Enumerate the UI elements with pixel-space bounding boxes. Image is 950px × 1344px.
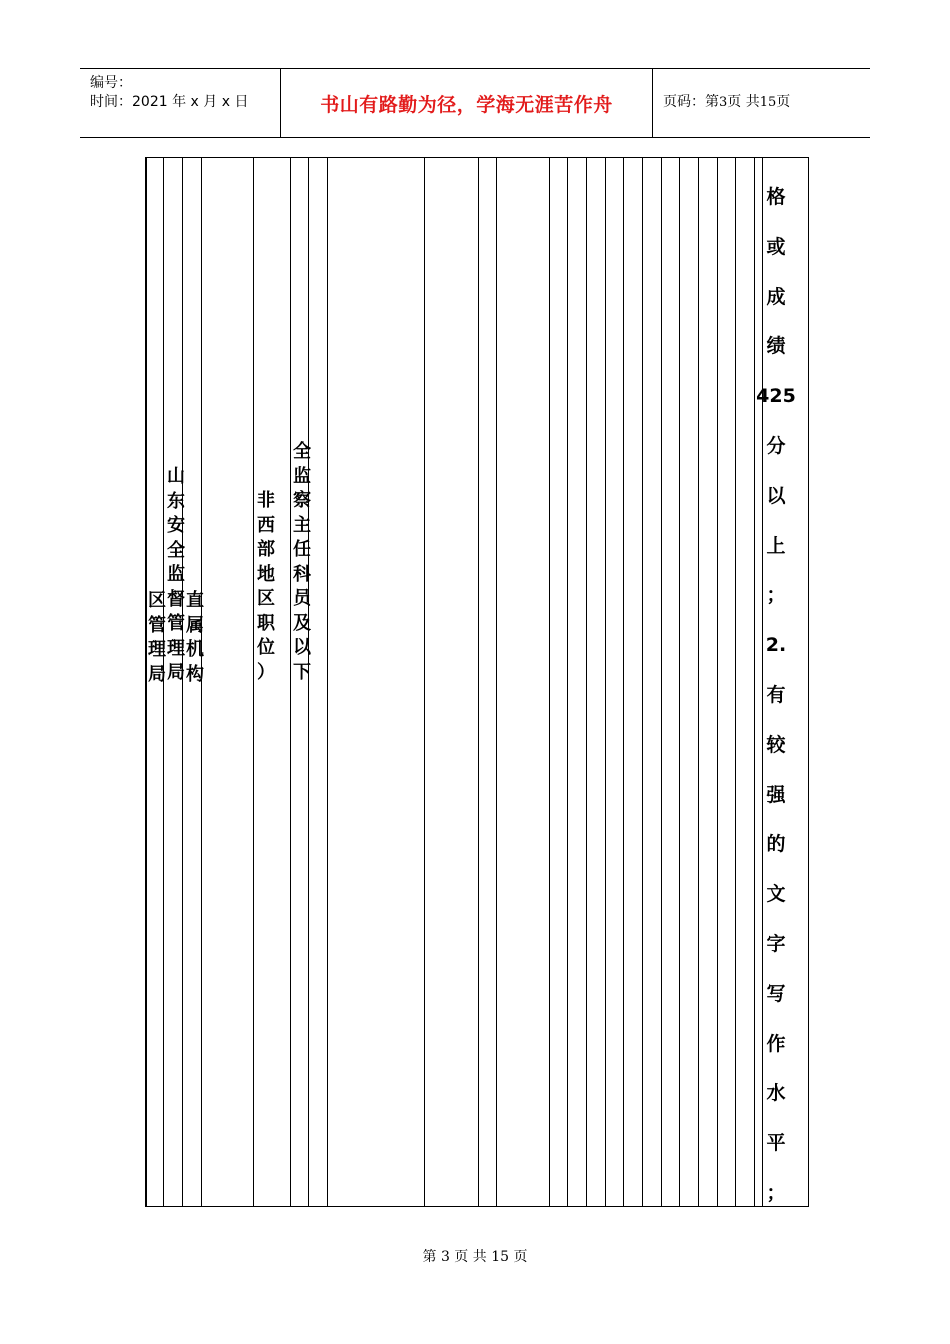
requirement-char: 2. <box>765 634 787 657</box>
requirement-char: 或 <box>766 235 786 258</box>
cell-char: 监 <box>293 465 311 487</box>
requirement-char: 425 <box>756 385 796 408</box>
page-footer: 第 3 页 共 15 页 <box>422 1249 528 1265</box>
header-meta <box>80 69 280 137</box>
page-prefix: 页码：第 <box>663 94 719 110</box>
page-suffix: 页 <box>776 94 791 110</box>
column-rule <box>567 157 568 1207</box>
cell-char: 全 <box>293 441 311 462</box>
page-current: 3 <box>719 95 728 110</box>
cell-position-level <box>291 440 313 685</box>
cell-char: 东 <box>167 490 185 512</box>
cell-requirements <box>758 173 794 1219</box>
cell-char: 西 <box>257 514 275 536</box>
job-table <box>145 157 809 1207</box>
requirement-char: 分 <box>766 434 786 457</box>
column-rule <box>754 157 755 1207</box>
cell-char: 属 <box>186 614 204 636</box>
cell-char: 位 <box>257 637 275 658</box>
cell-char: 区 <box>257 588 275 609</box>
requirement-char: 平 <box>766 1132 786 1155</box>
column-rule <box>605 157 606 1207</box>
cell-char: 机 <box>186 639 204 660</box>
requirement-char: 成 <box>766 285 786 308</box>
cell-char: 任 <box>293 539 311 560</box>
cell-char: 区 <box>148 590 166 611</box>
requirement-char: 绩 <box>766 335 786 358</box>
cell-char: 察 <box>293 490 311 511</box>
cell-char: 职 <box>257 612 275 634</box>
requirement-char: 格 <box>766 186 786 208</box>
cell-char: 管 <box>148 614 166 636</box>
cell-char: 及 <box>293 612 311 634</box>
column-rule <box>549 157 550 1207</box>
requirement-char: 的 <box>766 833 786 856</box>
table-border-top <box>145 157 809 158</box>
cell-char: 地 <box>257 563 275 585</box>
cell-char: 员 <box>293 588 311 609</box>
cell-char: 部 <box>257 539 275 560</box>
cell-char: 管 <box>167 613 185 634</box>
cell-char: 局 <box>148 663 166 685</box>
page-total: 15 <box>759 95 777 110</box>
cell-char: 非 <box>257 490 275 511</box>
requirement-char: 写 <box>766 982 786 1005</box>
cell-char: 科 <box>293 563 311 585</box>
cell-directly-affiliated <box>184 589 206 687</box>
column-rule <box>717 157 718 1207</box>
requirement-char: 以 <box>766 484 786 507</box>
column-rule <box>698 157 699 1207</box>
column-rule <box>679 157 680 1207</box>
cell-char: 理 <box>148 639 166 660</box>
column-rule <box>253 157 254 1207</box>
cell-char: 主 <box>293 514 311 536</box>
requirement-char: 水 <box>766 1082 786 1105</box>
requirement-char: 较 <box>766 733 786 756</box>
column-rule <box>496 157 497 1207</box>
column-rule <box>735 157 736 1207</box>
cell-char: ） <box>257 661 275 683</box>
requirement-char: 上 <box>766 534 786 557</box>
page-mid: 页 共 <box>727 94 760 110</box>
requirement-char: ； <box>766 1181 786 1204</box>
column-rule <box>586 157 587 1207</box>
cell-char: 全 <box>167 539 185 561</box>
cell-char: 监 <box>167 564 185 585</box>
header-motto: 书山有路勤为径，学海无涯苦作舟 <box>320 93 613 116</box>
cell-char: 山 <box>167 466 185 487</box>
column-rule <box>642 157 643 1207</box>
cell-char: 局 <box>167 662 185 683</box>
cell-char: 直 <box>186 590 204 611</box>
requirement-char: 文 <box>766 883 786 906</box>
table-border-bottom <box>145 1206 809 1207</box>
requirement-char: 作 <box>766 1032 786 1055</box>
requirement-char: 有 <box>766 683 786 706</box>
column-rule <box>327 157 328 1207</box>
cell-char: 督 <box>167 588 185 610</box>
requirement-char: 强 <box>766 783 786 806</box>
document-number-label: 编号： <box>90 75 132 91</box>
cell-char: 理 <box>167 637 185 659</box>
requirement-char: 字 <box>766 932 786 955</box>
cell-char: 安 <box>167 515 185 536</box>
header-page-indicator <box>663 91 790 111</box>
cell-char: 下 <box>293 661 311 683</box>
column-rule <box>808 157 809 1207</box>
column-rule <box>661 157 662 1207</box>
column-rule <box>424 157 425 1207</box>
column-rule <box>623 157 624 1207</box>
cell-char: 构 <box>186 663 204 685</box>
column-rule <box>478 157 479 1207</box>
document-date: 时间：2021 年 x 月 x 日 <box>90 94 249 110</box>
header-divider <box>652 69 653 137</box>
page-header <box>80 68 870 138</box>
cell-non-western-region <box>255 489 277 685</box>
requirement-char: ； <box>766 584 786 607</box>
cell-char: 以 <box>293 637 311 658</box>
